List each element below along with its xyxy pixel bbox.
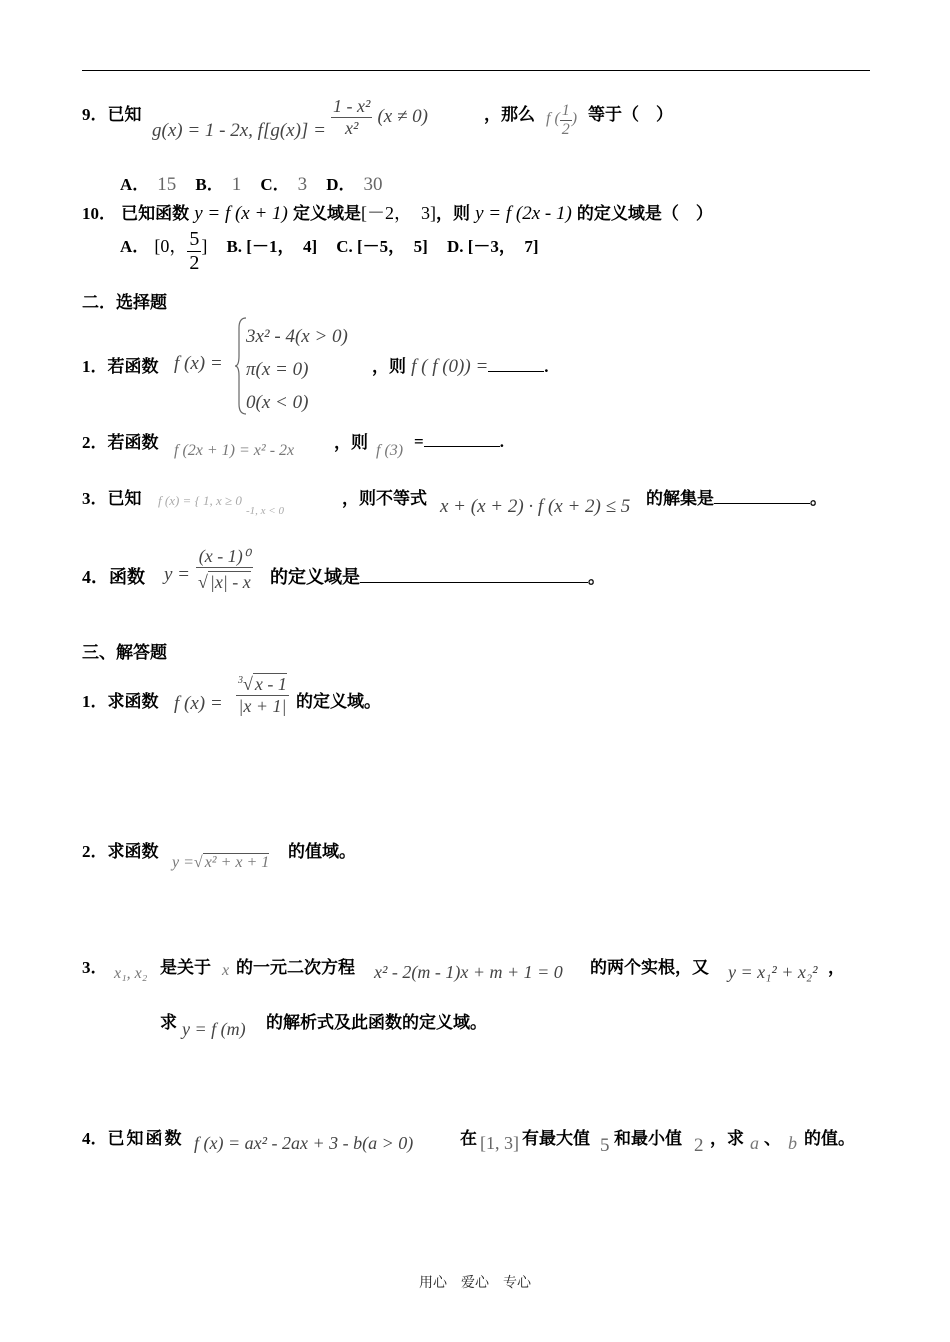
option-c: C. [－5， 5]	[336, 237, 428, 256]
root-index: 3	[238, 675, 243, 686]
answer-1-denominator: |x + 1|	[236, 695, 289, 717]
option-a-open: [0，	[154, 236, 188, 256]
fill-4-fraction	[196, 546, 253, 593]
answer-3-t4: ，	[828, 958, 845, 978]
fill-3-tail-text: 的解集是	[646, 489, 714, 509]
answer-blank[interactable]	[360, 566, 588, 583]
answer-3-yexpr: y = x₁² + x₂²	[728, 962, 818, 982]
fill-1	[82, 352, 159, 377]
option-c-label: C．	[260, 175, 290, 194]
sqrt-icon: √	[193, 854, 203, 871]
fill-1-end: .	[544, 357, 549, 376]
answer-4-t1: 在	[460, 1129, 477, 1149]
q9-mid-text: ，那么	[484, 105, 535, 125]
fill-3-cases	[158, 493, 284, 517]
q10-text2: 定义域是	[292, 204, 361, 224]
fill-4-tail	[270, 563, 605, 589]
fill-3-tail	[646, 484, 827, 509]
question-number: 1．	[82, 692, 108, 711]
fill-4-tail-text: 的定义域是	[270, 567, 360, 588]
answer-4-t4: ，求	[710, 1129, 744, 1149]
fill-3-case-row-1: f (x) = { 1, x ≥ 0	[158, 493, 242, 508]
option-b-value: 1	[231, 174, 242, 195]
answer-4-b: b	[788, 1133, 797, 1153]
page-footer: 用心 爱心 专心	[419, 1275, 531, 1291]
fill-1-tail	[372, 352, 549, 378]
q9-tail: 等于（ ）	[588, 105, 673, 125]
q9-g-def: g(x) = 1 - 2x, f[g(x)] =	[152, 120, 326, 141]
option-b: B. [－1， 4]	[226, 237, 318, 256]
option-a-num: 5	[189, 228, 200, 250]
answer-4-a: a	[750, 1133, 759, 1153]
question-9	[82, 96, 142, 156]
question-10	[82, 199, 713, 225]
q9-condition: (x ≠ 0)	[377, 106, 428, 127]
fill-4-numerator: (x - 1)⁰	[198, 546, 250, 566]
fill-2-expr: f (2x + 1) = x² - 2x	[174, 442, 295, 459]
q10-text3: ，则	[435, 204, 470, 224]
answer-4-t2: 有最大值	[522, 1129, 590, 1149]
fill-4-denominator	[196, 567, 253, 593]
answer-4-max: 5	[600, 1135, 610, 1156]
fill-2-target: f (3)	[376, 442, 404, 459]
fill-4	[82, 563, 145, 589]
answer-3-t3: 的两个实根，又	[590, 958, 709, 978]
fill-1-text: 若函数	[107, 357, 159, 377]
question-number: 9．	[82, 105, 108, 124]
answer-4-min: 2	[694, 1135, 704, 1156]
answer-3-roots: x₁, x₂	[114, 965, 148, 982]
answer-4-interval: [1, 3]	[480, 1133, 519, 1153]
fill-2-end: .	[499, 432, 504, 451]
option-a-label: A．	[120, 175, 150, 194]
fill-3	[82, 484, 142, 509]
section-title: 二．选择题	[82, 293, 167, 313]
q10-interval: [－2， 3]	[360, 203, 436, 223]
question-number: 3．	[82, 958, 108, 977]
q10-f1: y = f (x + 1)	[194, 203, 288, 224]
fill-3-end: 。	[810, 489, 827, 509]
question-number: 2．	[82, 842, 108, 861]
fill-4-y: y =	[164, 564, 191, 585]
answer-3-eq: x² - 2(m - 1)x + m + 1 = 0	[374, 962, 563, 982]
answer-4-fx: f (x) = ax² - 2ax + 3 - b(a > 0)	[194, 1133, 414, 1153]
option-d: D. [－3， 7]	[446, 237, 539, 256]
q10-text1: 已知函数	[121, 204, 190, 224]
answer-4-t5: 的值。	[804, 1129, 855, 1149]
fill-4-end: 。	[588, 568, 605, 588]
answer-blank[interactable]	[488, 355, 544, 372]
case-row-1: 3x² - 4(x > 0)	[246, 326, 348, 347]
fill-2-text: 若函数	[107, 433, 159, 453]
answer-4	[82, 1124, 184, 1149]
q9-f-half-post: )	[571, 110, 578, 127]
answer-blank[interactable]	[714, 487, 810, 504]
option-d-label: D．	[326, 175, 356, 194]
option-a-label: A．	[120, 237, 150, 256]
answer-3-line2-pre: 求	[160, 1013, 177, 1033]
fill-4-text: 函数	[109, 567, 145, 588]
option-d-value: 30	[363, 174, 383, 195]
question-number: 4．	[82, 1129, 108, 1148]
q9-half-num: 1	[561, 102, 570, 119]
answer-1-fx: f (x) =	[174, 693, 223, 714]
answer-blank[interactable]	[424, 430, 500, 447]
question-number: 4．	[82, 567, 109, 587]
fill-1-mid: ，则	[372, 357, 406, 377]
answer-4-sep: 、	[764, 1129, 781, 1149]
fill-3-text: 已知	[107, 489, 142, 509]
q10-options	[120, 228, 539, 275]
option-a-value: 15	[157, 174, 177, 195]
q9-formula	[152, 96, 428, 139]
answer-1-tail: 的定义域。	[296, 692, 381, 712]
fill-1-cases	[246, 320, 348, 419]
q9-fraction	[331, 96, 372, 139]
fill-3-mid: ，则不等式	[342, 489, 427, 509]
answer-3-line2	[160, 1008, 177, 1033]
fill-2	[82, 428, 159, 453]
q10-text4: 的定义域是（ ）	[576, 204, 713, 224]
fill-2-eq: =	[414, 432, 424, 451]
q9-frac-denominator: x²	[331, 117, 372, 139]
case-row-2: π(x = 0)	[246, 359, 309, 380]
q9-options	[120, 170, 382, 196]
cube-root-icon: √	[243, 674, 253, 694]
question-number: 2．	[82, 433, 108, 452]
answer-1-fraction	[236, 674, 289, 717]
answer-1	[82, 687, 159, 712]
fill-1-fx: f (x) =	[174, 353, 223, 374]
answer-3-var: x	[222, 962, 230, 979]
q9-frac-numerator: 1 - x²	[333, 96, 371, 116]
question-lead: 已知	[107, 105, 142, 125]
answer-4-t3: 和最小值	[614, 1129, 682, 1149]
q9-half-fraction	[560, 102, 572, 139]
section-title: 三、解答题	[82, 643, 167, 663]
fill-4-radicand: |x| - x	[209, 572, 251, 592]
option-b-label: B．	[195, 175, 224, 194]
fill-2-mid: ，则	[334, 433, 368, 453]
option-a-close: ]	[201, 236, 208, 256]
answer-2	[82, 837, 159, 862]
q10-f2: y = f (2x - 1)	[475, 203, 572, 224]
fill-2-answer	[414, 430, 504, 452]
question-number: 10．	[82, 204, 116, 223]
answer-1-frac	[236, 674, 289, 717]
case-row-3: 0(x < 0)	[246, 392, 309, 413]
sqrt-icon: √	[198, 572, 208, 592]
question-number: 3．	[82, 489, 108, 508]
option-c-value: 3	[297, 174, 308, 195]
fill-3-ineq: x + (x + 2) · f (x + 2) ≤ 5	[440, 496, 631, 517]
option-a-den: 2	[189, 252, 200, 274]
fill-3-case-row-2: -1, x < 0	[246, 505, 284, 517]
answer-1-text: 求函数	[107, 692, 159, 712]
fill-1-expr: f ( f (0)) =	[411, 356, 489, 377]
answer-4-text: 已知函数	[107, 1129, 184, 1149]
answer-1-radicand: x - 1	[254, 674, 287, 694]
question-number: 1．	[82, 357, 108, 376]
answer-1-numerator	[236, 674, 289, 695]
q9-f-half	[546, 102, 577, 139]
answer-2-expr	[172, 852, 269, 872]
answer-2-y: y =	[172, 854, 194, 871]
answer-2-text: 求函数	[107, 842, 159, 862]
answer-3-t1: 是关于	[160, 958, 211, 978]
q9-f-half-pre: f (	[546, 110, 560, 127]
answer-2-radicand: x² + x + 1	[204, 854, 270, 871]
answer-2-tail: 的值域。	[288, 842, 356, 862]
answer-3-t2: 的一元二次方程	[236, 958, 355, 978]
option-a-fraction	[187, 228, 201, 275]
answer-3-line2-post: 的解析式及此函数的定义域。	[266, 1013, 487, 1033]
fill-4-frac	[196, 546, 253, 593]
header-rule	[82, 70, 870, 71]
q9-half-den: 2	[561, 121, 570, 138]
answer-3-line2-f: y = f (m)	[182, 1019, 246, 1039]
